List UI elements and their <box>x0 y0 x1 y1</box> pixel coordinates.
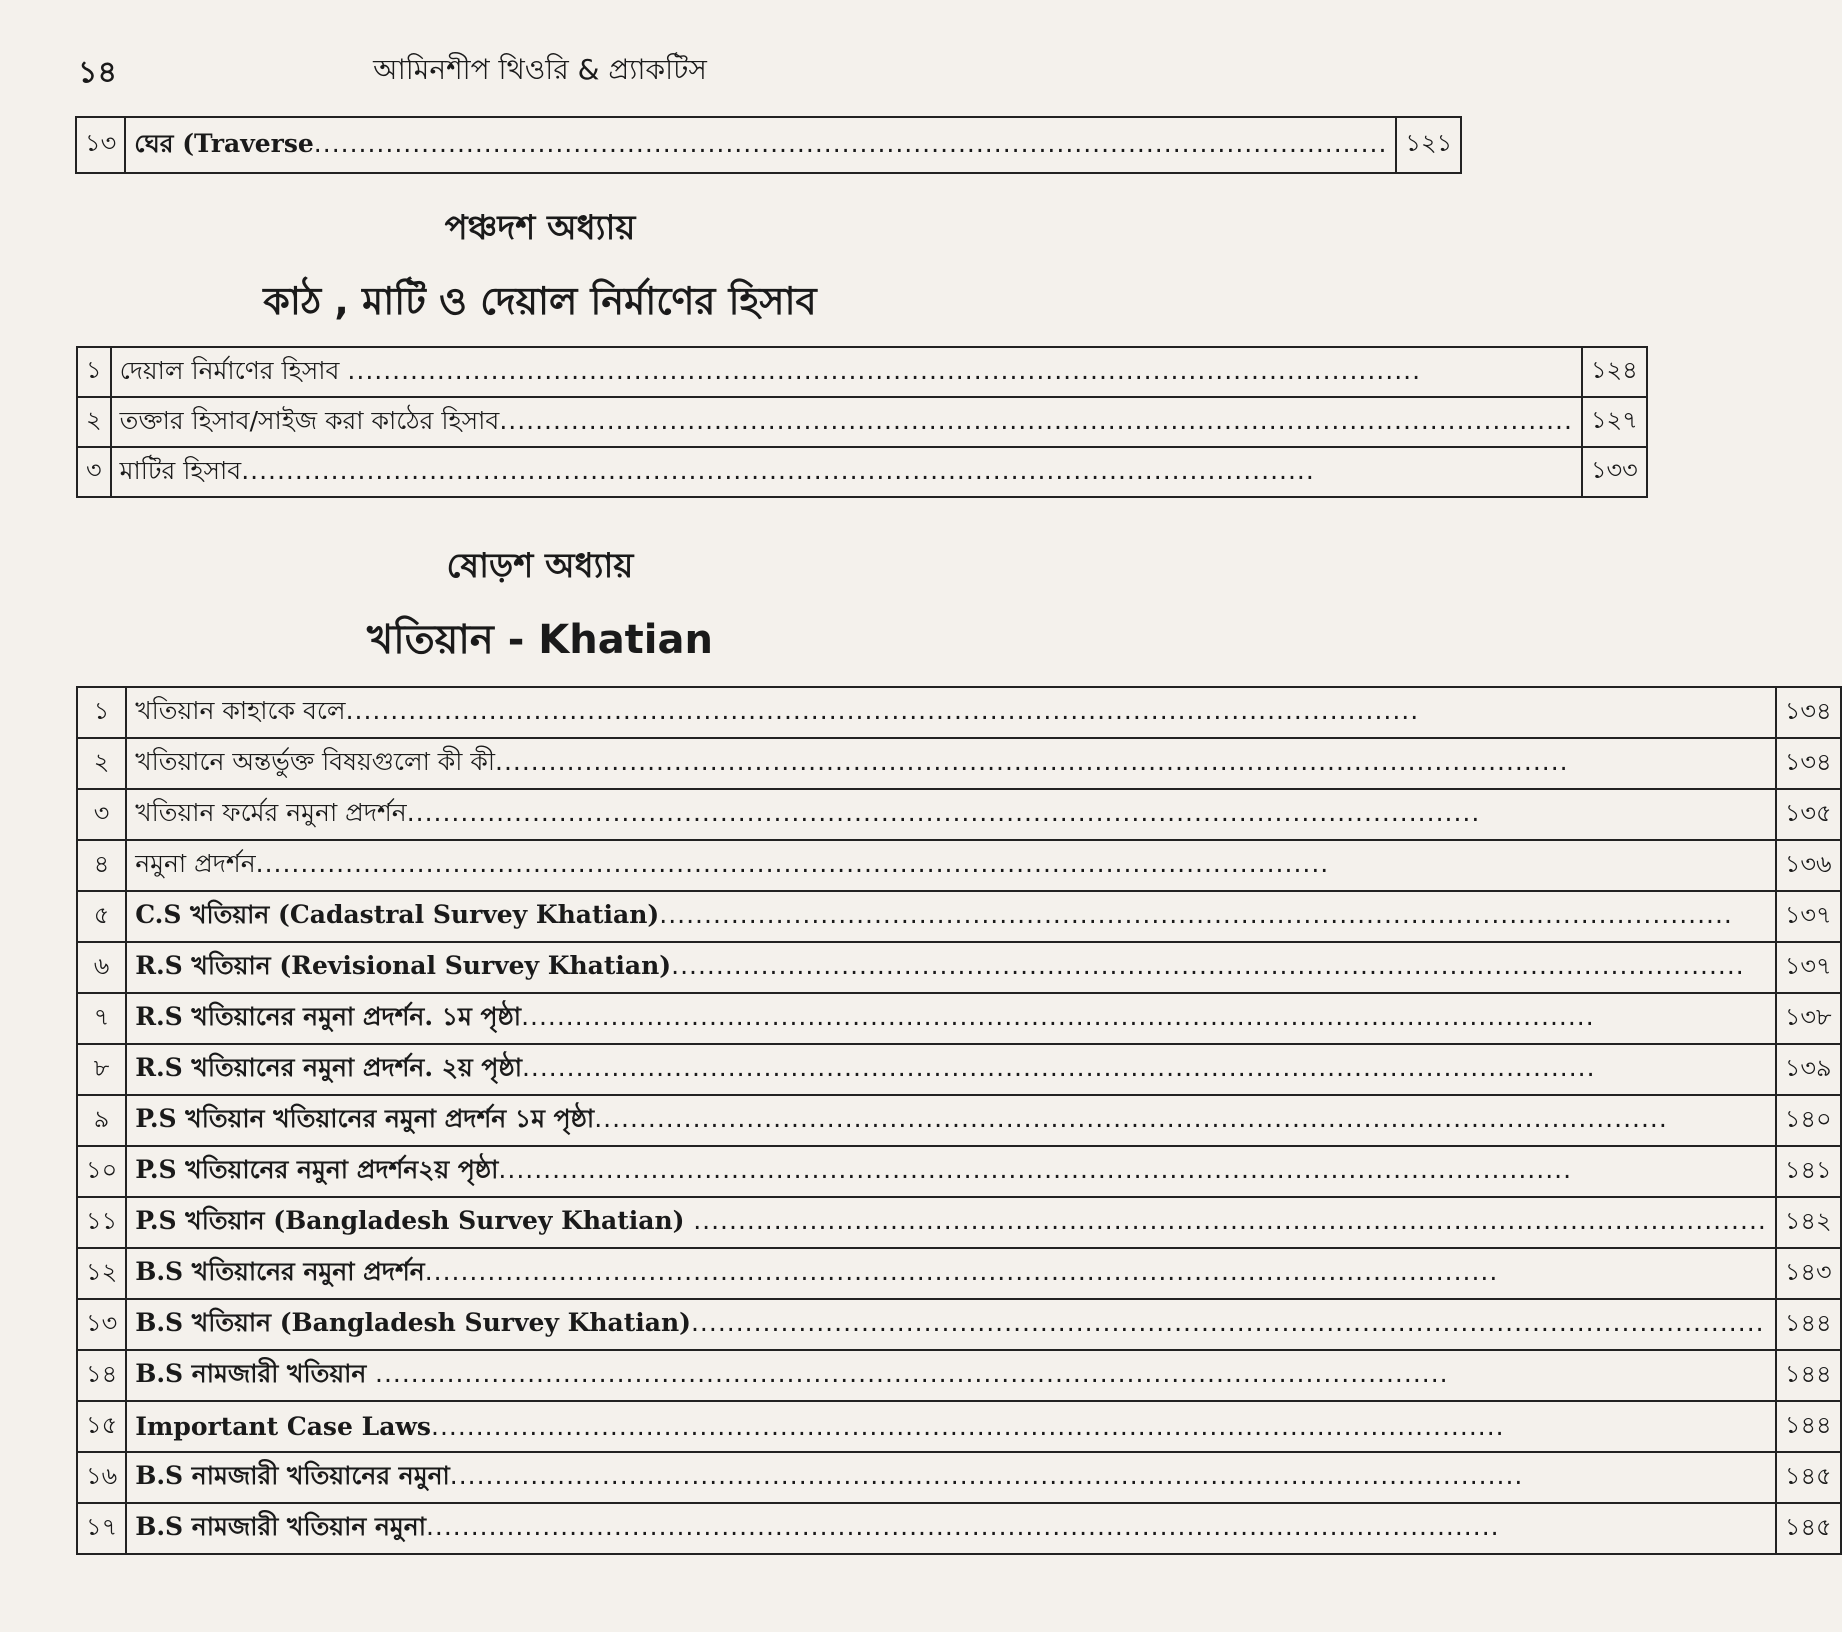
toc-serial-text: ১ <box>93 696 110 725</box>
toc-serial-text: ১৪ <box>86 1359 118 1388</box>
leader-dots: ........................................................................................................................ <box>406 798 1481 827</box>
page-number: ১৪ <box>78 55 117 90</box>
toc-entry-title <box>126 840 1776 891</box>
toc-page-number <box>1582 397 1647 447</box>
toc-page-number-text: ১৩৪ <box>1784 747 1832 776</box>
toc-entry-title <box>111 347 1582 397</box>
toc-page-number-text: ১৩৬ <box>1784 849 1832 878</box>
toc-page-number-text: ১৩৪ <box>1784 696 1832 725</box>
toc-page-number <box>1582 347 1647 397</box>
toc-page-number-text: ১৩৯ <box>1784 1053 1832 1082</box>
toc-serial <box>77 347 111 397</box>
toc-row <box>77 1401 1841 1452</box>
toc-entry-title-text: খতিয়ান ফর্মের নমুনা প্রদর্শন <box>135 798 407 827</box>
toc-page-number <box>1776 840 1841 891</box>
toc-row <box>77 1044 1841 1095</box>
toc-entry-title <box>126 1503 1776 1554</box>
toc-page-number <box>1776 1095 1841 1146</box>
toc-page-number <box>1396 117 1461 173</box>
toc-entry-title <box>126 942 1776 993</box>
toc-entry-title-text: R.S খতিয়ান (Revisional Survey Khatian) <box>135 951 672 980</box>
toc-entry-title <box>126 1350 1776 1401</box>
leader-dots: ........................................................................................................................ <box>347 355 1422 385</box>
toc-table-chapter-15 <box>76 346 1648 498</box>
toc-page-number <box>1776 1044 1841 1095</box>
leader-dots: ........................................................................................................................ <box>241 455 1315 485</box>
toc-page-number-text: ১৩৮ <box>1784 1002 1832 1031</box>
toc-row <box>77 347 1647 397</box>
toc-serial <box>77 1401 126 1452</box>
toc-row <box>77 1299 1841 1350</box>
toc-serial-text: ১৩ <box>86 1308 118 1337</box>
toc-entry-title <box>126 1299 1776 1350</box>
toc-row <box>76 117 1461 173</box>
toc-row <box>77 1095 1841 1146</box>
toc-page-number <box>1776 1503 1841 1554</box>
toc-entry-title-text: B.S নামজারী খতিয়ান <box>135 1359 375 1388</box>
toc-table-chapter-16 <box>76 686 1842 1555</box>
toc-page-number-text: ১৪০ <box>1784 1104 1832 1133</box>
toc-page-number <box>1776 1146 1841 1197</box>
toc-serial-text: ৭ <box>93 1002 110 1031</box>
toc-row <box>77 1503 1841 1554</box>
toc-entry-title <box>126 1044 1776 1095</box>
leader-dots: ........................................................................................................................ <box>431 1412 1505 1441</box>
toc-entry-title-text: P.S খতিয়ান (Bangladesh Survey Khatian) <box>135 1206 694 1235</box>
toc-page-number-text: ১৩৭ <box>1784 951 1832 980</box>
toc-entry-title-text: খতিয়ানে অন্তর্ভুক্ত বিষয়গুলো কী কী <box>135 747 495 776</box>
toc-page-number-text: ১৪৪ <box>1784 1410 1832 1439</box>
toc-serial <box>77 789 126 840</box>
toc-entry-title-text: খতিয়ান কাহাকে বলে <box>135 696 346 725</box>
toc-serial <box>77 1299 126 1350</box>
toc-entry-title-text: মাটির হিসাব <box>119 455 242 485</box>
toc-serial <box>77 687 126 738</box>
toc-page-number <box>1776 789 1841 840</box>
toc-serial-text: ১২ <box>86 1257 118 1286</box>
toc-serial-text: ৩ <box>93 798 110 827</box>
toc-serial <box>77 1452 126 1503</box>
leader-dots: ........................................................................................................................ <box>345 696 1420 725</box>
page-header <box>0 40 1080 100</box>
toc-page-number-text: ১৪৪ <box>1784 1359 1832 1388</box>
toc-row <box>77 738 1841 789</box>
toc-serial <box>77 1095 126 1146</box>
toc-row <box>77 397 1647 447</box>
toc-serial <box>77 993 126 1044</box>
toc-serial <box>77 1197 126 1248</box>
toc-entry-title-text: P.S খতিয়ান খতিয়ানের নমুনা প্রদর্শন ১ম পৃষ্ঠা <box>135 1104 595 1133</box>
toc-serial-text: ১৬ <box>86 1461 118 1490</box>
toc-page-number-text: ১৩৫ <box>1784 798 1832 827</box>
toc-row <box>77 687 1841 738</box>
running-title: আমিনশীপ থিওরি & প্র্যাকটিস <box>373 53 707 86</box>
toc-entry-title-text: B.S খতিয়ানের নমুনা প্রদর্শন <box>135 1257 425 1286</box>
toc-serial <box>77 1350 126 1401</box>
toc-entry-title-text: R.S খতিয়ানের নমুনা প্রদর্শন. ১ম পৃষ্ঠা <box>135 1002 522 1031</box>
toc-serial-text: ১ <box>86 356 102 384</box>
toc-page-number <box>1776 1350 1841 1401</box>
toc-serial <box>77 1503 126 1554</box>
toc-serial <box>77 1146 126 1197</box>
toc-page-number-text: ১৩৩ <box>1590 456 1638 484</box>
toc-serial <box>77 1044 126 1095</box>
leader-dots: ........................................................................................................................ <box>690 1308 1765 1337</box>
toc-entry-title <box>126 1197 1776 1248</box>
toc-entry-title <box>126 1095 1776 1146</box>
toc-entry-title-text: ঘের (Traverse <box>134 128 314 158</box>
toc-serial <box>77 397 111 447</box>
toc-entry-title <box>111 447 1582 497</box>
toc-entry-title <box>126 738 1776 789</box>
toc-serial-text: ৪ <box>93 849 110 878</box>
toc-row <box>77 993 1841 1044</box>
toc-entry-title-text: P.S খতিয়ানের নমুনা প্রদর্শন২য় পৃষ্ঠা <box>135 1155 499 1184</box>
leader-dots: ........................................................................................................................ <box>375 1359 1449 1388</box>
toc-serial-text: ১১ <box>86 1206 118 1235</box>
toc-entry-title <box>126 1401 1776 1452</box>
toc-page-number-text: ১৪৫ <box>1784 1512 1832 1541</box>
leader-dots: ........................................................................................................................ <box>498 1155 1573 1184</box>
toc-serial-text: ২ <box>86 406 102 434</box>
leader-dots: ........................................................................................................................ <box>495 747 1569 776</box>
toc-row <box>77 789 1841 840</box>
toc-entry-title <box>126 1452 1776 1503</box>
toc-entry-title-text: B.S নামজারী খতিয়ান নমুনা <box>135 1512 426 1541</box>
toc-row <box>77 1350 1841 1401</box>
toc-page-number <box>1776 1248 1841 1299</box>
toc-serial-text: ৮ <box>93 1053 110 1082</box>
toc-serial-text: ১৫ <box>86 1410 118 1439</box>
toc-row <box>77 840 1841 891</box>
toc-entry-title-text: দেয়াল নির্মাণের হিসাব <box>119 355 348 385</box>
toc-page-number <box>1776 942 1841 993</box>
toc-entry-title-text: তক্তার হিসাব/সাইজ করা কাঠের হিসাব <box>119 405 500 435</box>
leader-dots: ........................................................................................................................ <box>499 405 1573 435</box>
toc-page-number-text: ১২৪ <box>1590 356 1638 384</box>
leader-dots: ........................................................................................................................ <box>255 849 1330 878</box>
toc-serial-text: ৬ <box>93 951 110 980</box>
toc-serial-text: ১৭ <box>86 1512 118 1541</box>
toc-serial-text: ১৩ <box>85 129 117 157</box>
toc-serial <box>77 738 126 789</box>
toc-entry-title-text: C.S খতিয়ান (Cadastral Survey Khatian) <box>135 900 660 929</box>
toc-entry-title-text: B.S নামজারী খতিয়ানের নমুনা <box>135 1461 450 1490</box>
toc-entry-title-text: Important Case Laws <box>135 1412 431 1441</box>
leader-dots: ........................................................................................................................ <box>521 1002 1595 1031</box>
toc-page-number-text: ১৪২ <box>1784 1206 1832 1235</box>
leader-dots: ........................................................................................................................ <box>671 951 1745 980</box>
toc-page-number <box>1776 1299 1841 1350</box>
toc-entry-title <box>111 397 1582 447</box>
toc-row <box>77 891 1841 942</box>
toc-entry-title <box>126 1248 1776 1299</box>
toc-entry-title <box>126 891 1776 942</box>
leader-dots: ........................................................................................................................ <box>521 1053 1596 1082</box>
toc-page-number <box>1776 738 1841 789</box>
toc-row <box>77 447 1647 497</box>
toc-entry-title <box>125 117 1396 173</box>
toc-serial <box>77 891 126 942</box>
chapter-16-label: ষোড়শ অধ্যায় <box>446 546 634 586</box>
chapter-15-label: পঞ্চদশ অধ্যায় <box>444 208 636 248</box>
leader-dots: ........................................................................................................................ <box>425 1512 1500 1541</box>
toc-row <box>77 942 1841 993</box>
toc-row <box>77 1197 1841 1248</box>
toc-serial-text: ১০ <box>86 1155 118 1184</box>
toc-page-number-text: ১৪৩ <box>1784 1257 1832 1286</box>
toc-page-number <box>1776 891 1841 942</box>
leader-dots: ........................................................................................................................ <box>313 128 1388 158</box>
toc-page-number <box>1776 687 1841 738</box>
toc-entry-title-text: নমুনা প্রদর্শন <box>135 849 256 878</box>
toc-serial <box>77 447 111 497</box>
toc-row <box>77 1146 1841 1197</box>
toc-serial <box>77 840 126 891</box>
toc-page-number <box>1776 1197 1841 1248</box>
chapter-15-title: কাঠ , মাটি ও দেয়াল নির্মাণের হিসাব <box>263 279 817 323</box>
chapter-16-title: খতিয়ান - Khatian <box>367 617 713 663</box>
toc-page-number <box>1776 1401 1841 1452</box>
leader-dots: ........................................................................................................................ <box>449 1461 1524 1490</box>
toc-page-number <box>1582 447 1647 497</box>
toc-page-number <box>1776 1452 1841 1503</box>
toc-entry-title <box>126 789 1776 840</box>
toc-serial <box>77 942 126 993</box>
toc-entry-title <box>126 687 1776 738</box>
toc-table-continued <box>75 116 1462 174</box>
leader-dots: ........................................................................................................................ <box>659 900 1733 929</box>
toc-page-number-text: ১২১ <box>1405 129 1453 157</box>
toc-serial-text: ৫ <box>93 900 110 929</box>
toc-entry-title <box>126 1146 1776 1197</box>
toc-page-number-text: ১৪১ <box>1784 1155 1832 1184</box>
toc-page-number <box>1776 993 1841 1044</box>
leader-dots: ........................................................................................................................ <box>594 1104 1668 1133</box>
leader-dots: ........................................................................................................................ <box>424 1257 1499 1286</box>
toc-serial-text: ২ <box>93 747 110 776</box>
toc-serial <box>77 1248 126 1299</box>
toc-entry-title-text: B.S খতিয়ান (Bangladesh Survey Khatian) <box>135 1308 691 1337</box>
toc-page-number-text: ১৩৭ <box>1784 900 1832 929</box>
toc-row <box>77 1452 1841 1503</box>
toc-page-number-text: ১৪৫ <box>1784 1461 1832 1490</box>
toc-serial-text: ৯ <box>93 1104 110 1133</box>
toc-row <box>77 1248 1841 1299</box>
toc-entry-title <box>126 993 1776 1044</box>
toc-page-number-text: ১২৭ <box>1590 406 1638 434</box>
toc-serial-text: ৩ <box>86 456 102 484</box>
leader-dots: ........................................................................................................................ <box>693 1206 1767 1235</box>
toc-page-number-text: ১৪৪ <box>1784 1308 1832 1337</box>
toc-entry-title-text: R.S খতিয়ানের নমুনা প্রদর্শন. ২য় পৃষ্ঠা <box>135 1053 522 1082</box>
toc-serial <box>76 117 125 173</box>
